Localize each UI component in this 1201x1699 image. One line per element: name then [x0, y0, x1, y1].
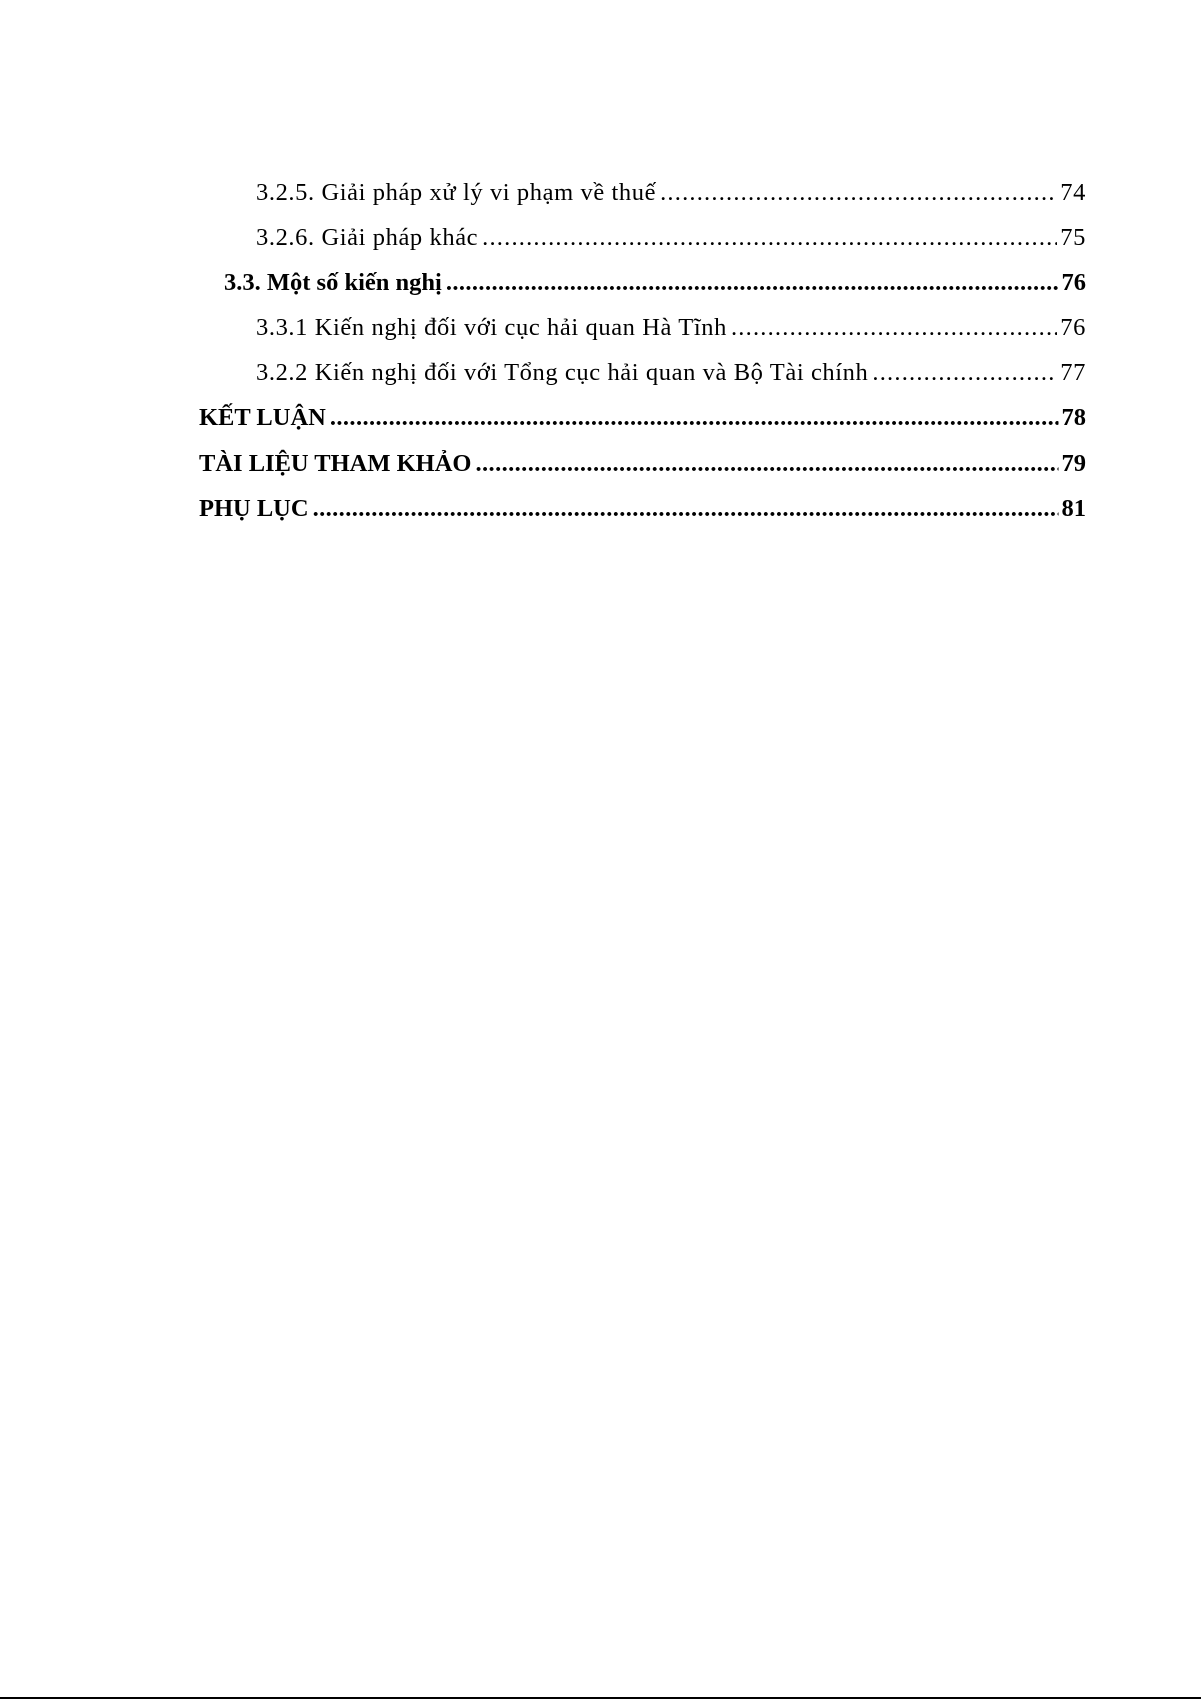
- toc-entry[interactable]: [199, 439, 1086, 479]
- toc-entry-label: 3.2.2 Kiến nghị đối với Tổng cục hải quan và Bộ Tài chính: [256, 359, 869, 386]
- toc-entry-page: 78: [1061, 404, 1086, 431]
- dot-leader: [731, 313, 1057, 343]
- dot-leader: [330, 403, 1059, 433]
- toc-entry[interactable]: [256, 348, 1086, 388]
- dot-leader: [482, 223, 1057, 253]
- toc-entry-label: KẾT LUẬN: [199, 404, 326, 431]
- dot-leader: [313, 494, 1059, 524]
- dot-leader: [476, 449, 1059, 479]
- toc-entry-page: 76: [1060, 314, 1086, 341]
- toc-entry-label: 3.2.5. Giải pháp xử lý vi phạm về thuế: [256, 179, 657, 206]
- dot-leader: [872, 358, 1057, 388]
- toc-entry-page: 75: [1060, 224, 1086, 251]
- toc-entry[interactable]: [256, 168, 1086, 208]
- toc-entry-page: 76: [1061, 269, 1086, 296]
- toc-entry-label: 3.3. Một số kiến nghị: [224, 269, 442, 296]
- toc-entry[interactable]: [256, 213, 1086, 253]
- toc-entry-label: PHỤ LỤC: [199, 495, 309, 522]
- toc-entry[interactable]: [199, 393, 1086, 433]
- toc-entry-label: 3.3.1 Kiến nghị đối với cục hải quan Hà Tĩnh: [256, 314, 727, 341]
- toc-entry-page: 79: [1061, 450, 1086, 477]
- toc-entry[interactable]: [224, 258, 1086, 298]
- toc-entry-label: 3.2.6. Giải pháp khác: [256, 224, 479, 251]
- toc-entry-page: 81: [1061, 495, 1086, 522]
- dot-leader: [446, 268, 1059, 298]
- toc-entry[interactable]: [256, 303, 1086, 343]
- toc-entry-label: TÀI LIỆU THAM KHẢO: [199, 450, 472, 477]
- toc-entry-page: 74: [1060, 179, 1086, 206]
- toc-entry-page: 77: [1060, 359, 1086, 386]
- dot-leader: [660, 178, 1057, 208]
- toc-entry[interactable]: [199, 484, 1086, 524]
